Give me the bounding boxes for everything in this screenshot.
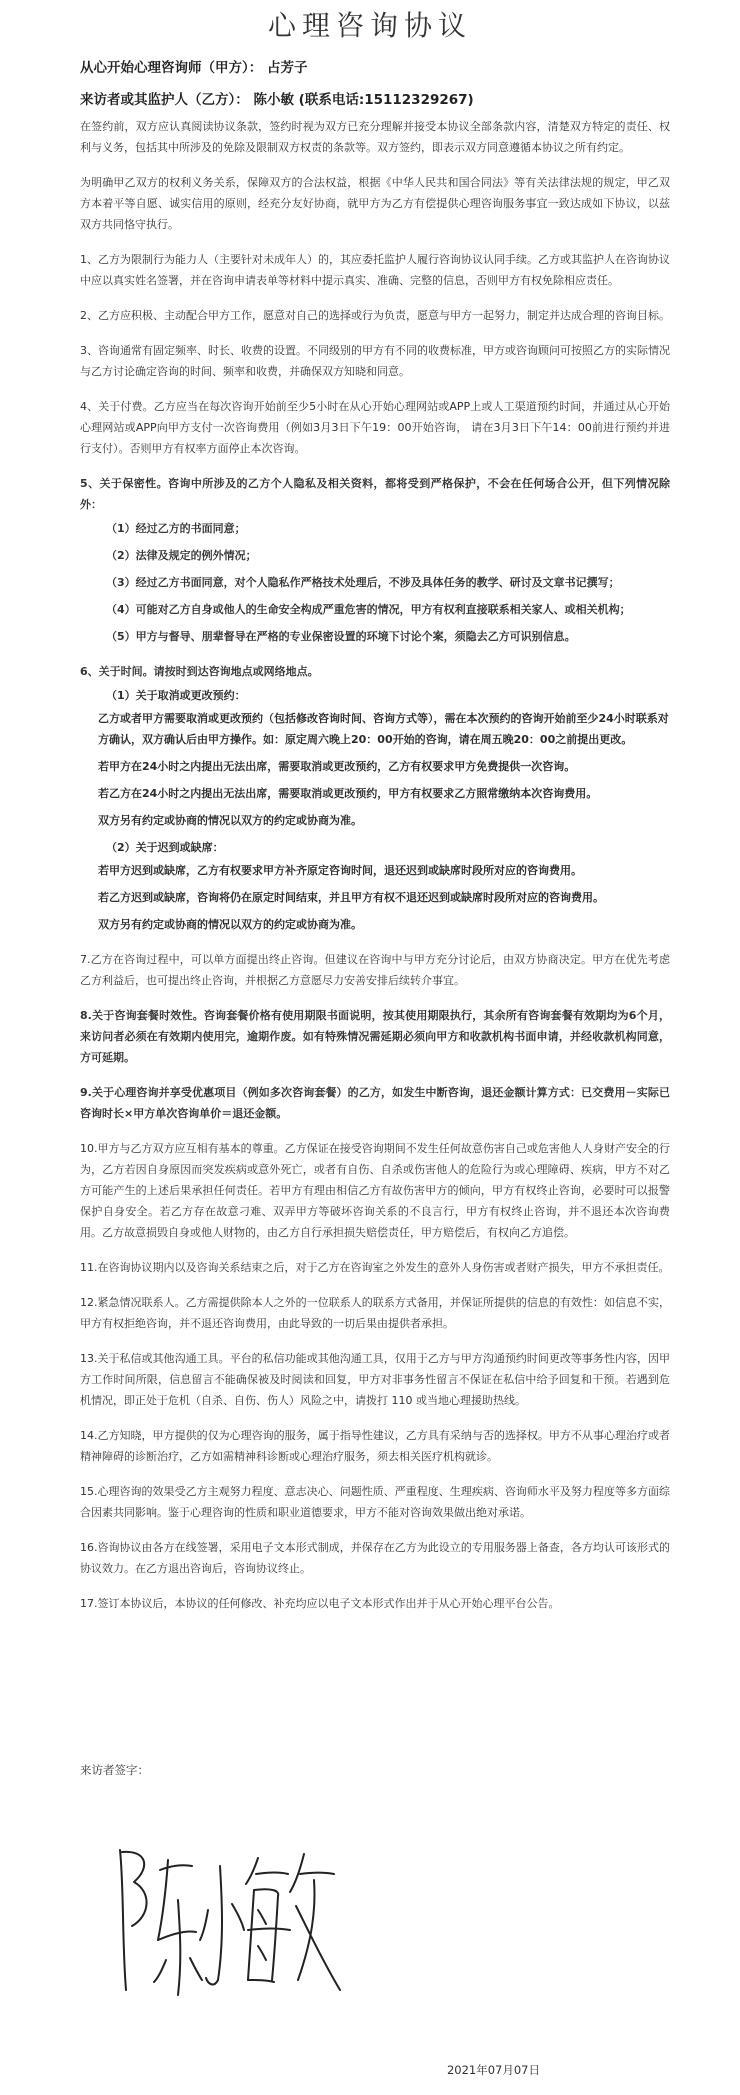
clause-5-item: （2）法律及规定的例外情况； <box>106 549 257 562</box>
clause-4: 4、关于付费。乙方应当在每次咨询开始前至少5小时在从心开始心理网站或APP上或人工渠道预约时间，并通过从心开始心理网站或APP向甲方支付一次咨询费用（例如3月3日下午19：00开始咨询， 请在3月3日下午14：00前进行预约并进行支付）。否则甲方有权率方面停止本次咨询。 <box>80 400 670 455</box>
clause-5-heading: 5、关于保密性。咨询中所涉及的乙方个人隐私及相关资料，都将受到严格保护，不会在任何场合公开，但下列情况除外： <box>80 477 670 511</box>
clause-11: 11.在咨询协议期内以及咨询关系结束之后，对于乙方在咨询室之外发生的意外人身伤害或者财产损失，甲方不承担责任。 <box>80 1261 670 1274</box>
clause-6-sub-line: 若甲方在24小时之内提出无法出席，需要取消或更改预约，乙方有权要求甲方免费提供一次咨询。 <box>98 760 576 773</box>
document-title: 心理咨询协议 <box>267 9 472 42</box>
purpose-paragraph: 为明确甲乙双方的权利义务关系，保障双方的合法权益，根据《中华人民共和国合同法》等有关法律法规的规定，甲乙双方本着平等自愿、诚实信用的原则，经充分友好协商，就甲方为乙方有偿提供心理咨询服务事宜一致达成如下协议，以兹双方共同恪守执行。 <box>80 176 670 231</box>
clause-9: 9.关于心理咨询并享受优惠项目（例如多次咨询套餐）的乙方，如发生中断咨询，退还金额计算方式：已交费用－实际已咨询时长×甲方单次咨询单价＝退还金额。 <box>80 1086 670 1120</box>
signature-label: 来访者签字： <box>80 1763 149 1777</box>
clause-5-item: （1）经过乙方的书面同意； <box>106 522 246 535</box>
clause-5-item: （3）经过乙方书面同意，对个人隐私作严格技术处理后，不涉及具体任务的教学、研讨及文章书记撰写； <box>106 576 620 589</box>
clause-6-sub-line: 乙方或者甲方需要取消或更改预约（包括修改咨询时间、咨询方式等），需在本次预约的咨询开始前至少24小时联系对方确认，双方确认后由甲方操作。如：原定周六晚上20：00开始的咨询，请在周五晚20：00之前提出更改。 <box>98 712 669 746</box>
clause-13: 13.关于私信或其他沟通工具。平台的私信功能或其他沟通工具，仅用于乙方与甲方沟通预约时间更改等事务性内容，因甲方工作时间所限，信息留言不能确保被及时阅读和回复，甲方对非事务性留言不保证在私信中给予回复和干预。若遇到危机情况，即正处于危机（自杀、自伤、伤人）风险之中，请拨打 110 或当地心理援助热线。 <box>80 1352 670 1407</box>
clause-6-sub-line: 若甲方迟到或缺席，乙方有权要求甲方补齐原定咨询时间，退还迟到或缺席时段所对应的咨询费用。 <box>98 864 582 877</box>
clause-12: 12.紧急情况联系人。乙方需提供除本人之外的一位联系人的联系方式备用，并保证所提供的信息的有效性：如信息不实，甲方有权拒绝咨询，并不退还咨询费用，由此导致的一切后果由提供者承担。 <box>80 1296 670 1330</box>
clause-15: 15.心理咨询的效果受乙方主观努力程度、意志决心、问题性质、严重程度、生理疾病、咨询师水平及努力程度等多方面综合因素共同影响。鉴于心理咨询的性质和职业道德要求，甲方不能对咨询效果做出绝对承诺。 <box>80 1485 670 1519</box>
handwritten-signature <box>108 1830 348 2020</box>
party-b-line: 来访者或其监护人（乙方）： 陈小敏 (联系电话:15112329267) <box>80 92 474 108</box>
clause-5-item: （5）甲方与督导、朋辈督导在严格的专业保密设置的环境下讨论个案，须隐去乙方可识别信息。 <box>106 630 576 643</box>
agreement-body <box>80 116 670 1628</box>
clause-1: 1、乙方为限制行为能力人（主要针对未成年人）的，其应委托监护人履行咨询协议认同手续。乙方或其监护人在咨询协议中应以真实姓名签署，并在咨询申请表单等材料中提示真实、准确、完整的信息，否则甲方有权免除相应责任。 <box>80 253 670 287</box>
clause-5-item: （4）可能对乙方自身或他人的生命安全构成严重危害的情况，甲方有权利直接联系相关家人、或相关机构； <box>106 603 631 616</box>
clause-6-sub-heading: （1）关于取消或更改预约： <box>106 689 246 702</box>
clause-6-sub-line: 若乙方在24小时之内提出无法出席，需要取消或更改预约，甲方有权要求乙方照常缴纳本次咨询费用。 <box>98 787 598 800</box>
clause-6-heading: 6、关于时间。请按时到达咨询地点或网络地点。 <box>80 665 319 678</box>
intro-paragraph: 在签约前，双方应认真阅读协议条款，签约时视为双方已充分理解并接受本协议全部条款内容，清楚双方特定的责任、权利与义务，包括其中所涉及的免除及限制双方权责的条款等。双方签约，即表示双方同意遵循本协议之所有约定。 <box>80 120 670 154</box>
clause-16: 16.咨询协议由各方在线签署，采用电子文本形式制成，并保存在乙方为此设立的专用服务器上备查，各方均认可该形式的协议效力。在乙方退出咨询后，咨询协议终止。 <box>80 1541 670 1575</box>
clause-17: 17.签订本协议后，本协议的任何修改、补充均应以电子文本形式作出并于从心开始心理平台公告。 <box>80 1597 560 1610</box>
clause-6-sub-line: 双方另有约定或协商的情况以双方的约定或协商为准。 <box>98 918 362 931</box>
clause-8: 8.关于咨询套餐时效性。咨询套餐价格有使用期限书面说明，按其使用期限执行，其余所有咨询套餐有效期均为6个月，来访问者必须在有效期内使用完，逾期作废。如有特殊情况需延期必须向甲方和收款机构书面申请，并经收款机构同意，方可延期。 <box>80 1009 670 1064</box>
clause-3: 3、咨询通常有固定频率、时长、收费的设置。不同级别的甲方有不同的收费标准，甲方或咨询顾问可按照乙方的实际情况与乙方讨论确定咨询的时间、频率和收费，并确保双方知晓和同意。 <box>80 344 670 378</box>
clause-6-sub-line: 双方另有约定或协商的情况以双方的约定或协商为准。 <box>98 814 362 827</box>
party-a-line: 从心开始心理咨询师（甲方）： 占芳子 <box>80 60 308 76</box>
clause-10: 10.甲方与乙方双方应互相有基本的尊重。乙方保证在接受咨询期间不发生任何故意伤害自己或危害他人人身财产安全的行为，乙方若因自身原因而突发疾病或意外死亡，或者有自伤、自杀或伤害他人的危险行为或心理障碍、疾病，甲方不对乙方可能产生的上述后果承担任何责任。若甲方有理由相信乙方有故伤害甲方的倾向，甲方有权终止咨询，必要时可以报警保护自身安全。若乙方存在故意刁难、双弄甲方等破坏咨询关系的不良言行，甲方有权终止咨询，并不退还本次咨询费用。乙方故意损毁自身或他人财物的，由乙方自行承担损失赔偿责任，甲方赔偿后，有权向乙方追偿。 <box>80 1142 670 1239</box>
signature-date: 2021年07月07日 <box>446 2063 540 2077</box>
clause-7: 7.乙方在咨询过程中，可以单方面提出终止咨询。但建议在咨询中与甲方充分讨论后，由双方协商决定。甲方在优先考虑乙方利益后，也可提出终止咨询，并根据乙方意愿尽力安善安排后续转介事宜。 <box>80 953 670 987</box>
clause-6-sub-heading: （2）关于迟到或缺席： <box>106 841 224 854</box>
clause-6-sub-line: 若乙方迟到或缺席，咨询将仍在原定时间结束，并且甲方有权不退还迟到或缺席时段所对应的咨询费用。 <box>98 891 604 904</box>
clause-14: 14.乙方知晓，甲方提供的仅为心理咨询的服务，属于指导性建议，乙方具有采纳与否的选择权。甲方不从事心理治疗或者精神障碍的诊断治疗，乙方如需精神科诊断或心理治疗服务，须去相关医疗机构就诊。 <box>80 1429 670 1463</box>
clause-2: 2、乙方应积极、主动配合甲方工作，愿意对自己的选择或行为负责，愿意与甲方一起努力，制定并达成合理的咨询目标。 <box>80 309 670 322</box>
